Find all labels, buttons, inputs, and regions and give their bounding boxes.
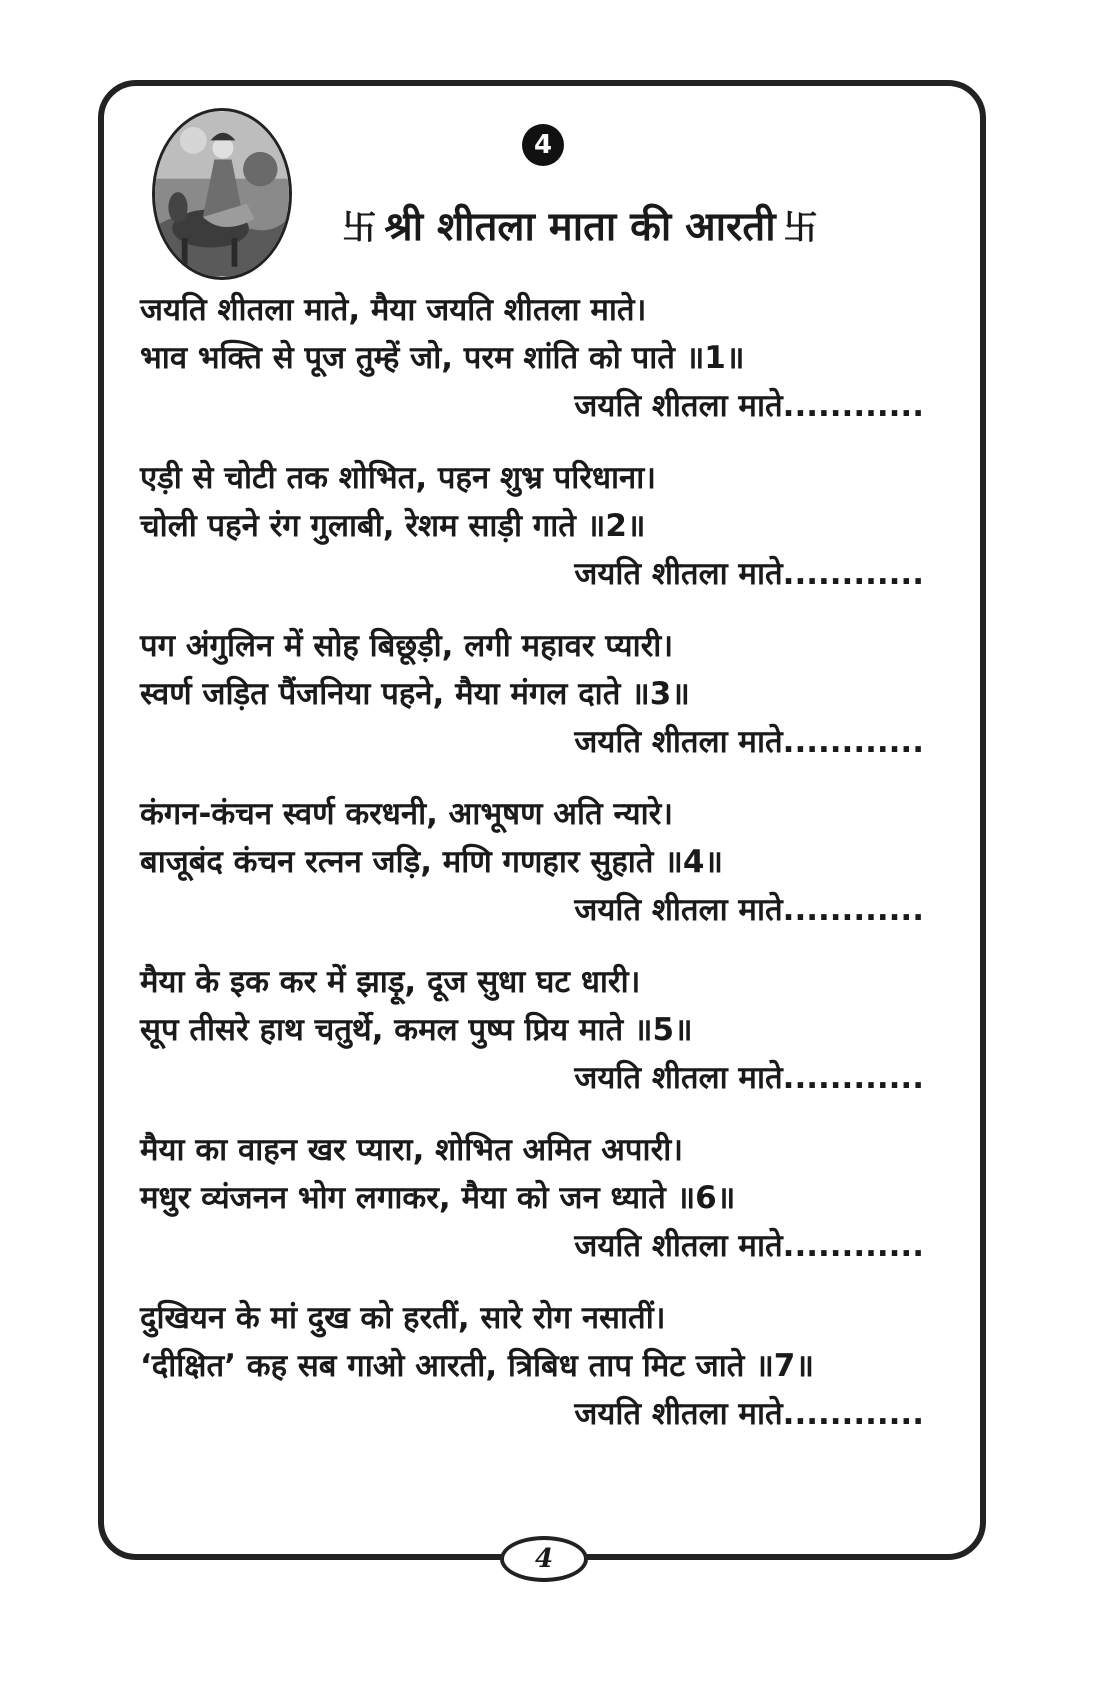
goddess-portrait xyxy=(152,108,292,280)
verse-line: भाव भक्ति से पूज तुम्हें जो, परम शांति को पाते ॥1॥ xyxy=(140,340,745,376)
swastika-symbol-right: 卐 xyxy=(783,207,818,248)
verse-line: मधुर व्यंजनन भोग लगाकर, मैया को जन ध्याते ॥6॥ xyxy=(140,1180,736,1216)
verse-refrain: जयति शीतला माते............ xyxy=(574,388,924,424)
verse-line: मैया का वाहन खर प्यारा, शोभित अमित अपारी। xyxy=(140,1132,684,1168)
verse-line: दुखियन के मां दुख को हरतीं, सारे रोग नसातीं। xyxy=(140,1300,666,1336)
verse-line: मैया के इक कर में झाड़ू, दूज सुधा घट धारी। xyxy=(140,964,641,1000)
verse-line: चोली पहने रंग गुलाबी, रेशम साड़ी गाते ॥2॥ xyxy=(140,508,646,544)
verse-line: स्वर्ण जड़ित पैंजनिया पहने, मैया मंगल दाते ॥3॥ xyxy=(140,676,690,712)
verse-refrain: जयति शीतला माते............ xyxy=(574,556,924,592)
verse-line: ‘दीक्षित’ कह सब गाओ आरती, त्रिबिध ताप मिट जाते ॥7॥ xyxy=(140,1348,814,1384)
verse-refrain: जयति शीतला माते............ xyxy=(574,1060,924,1096)
verse-line: एड़ी से चोटी तक शोभित, पहन शुभ्र परिधाना। xyxy=(140,460,657,496)
verse-2 xyxy=(140,454,930,598)
verse-1 xyxy=(140,286,930,430)
verse-4 xyxy=(140,790,930,934)
verse-7 xyxy=(140,1294,930,1438)
verse-6 xyxy=(140,1126,930,1270)
verse-5 xyxy=(140,958,930,1102)
page-number: 4 xyxy=(500,1536,588,1582)
verse-line: पग अंगुलिन में सोह बिछूड़ी, लगी महावर प्यारी। xyxy=(140,628,674,664)
verse-3 xyxy=(140,622,930,766)
verse-refrain: जयति शीतला माते............ xyxy=(574,892,924,928)
verse-line: जयति शीतला माते, मैया जयति शीतला माते। xyxy=(140,292,647,328)
title-text: श्री शीतला माता की आरती xyxy=(384,203,776,250)
verse-line: बाजूबंद कंचन रत्नन जड़ि, मणि गणहार सुहाते ॥4॥ xyxy=(140,844,723,880)
verse-refrain: जयति शीतला माते............ xyxy=(574,1228,924,1264)
verse-line: सूप तीसरे हाथ चतुर्थे, कमल पुष्प प्रिय माते ॥5॥ xyxy=(140,1012,693,1048)
verse-line: कंगन-कंचन स्वर्ण करधनी, आभूषण अति न्यारे। xyxy=(140,796,674,832)
verse-refrain: जयति शीतला माते............ xyxy=(574,1396,924,1432)
goddess-illustration-icon xyxy=(155,111,289,277)
page-title xyxy=(310,196,850,252)
aarti-number-badge: 4 xyxy=(522,124,564,166)
swastika-symbol-left: 卐 xyxy=(342,207,377,248)
verse-refrain: जयति शीतला माते............ xyxy=(574,724,924,760)
